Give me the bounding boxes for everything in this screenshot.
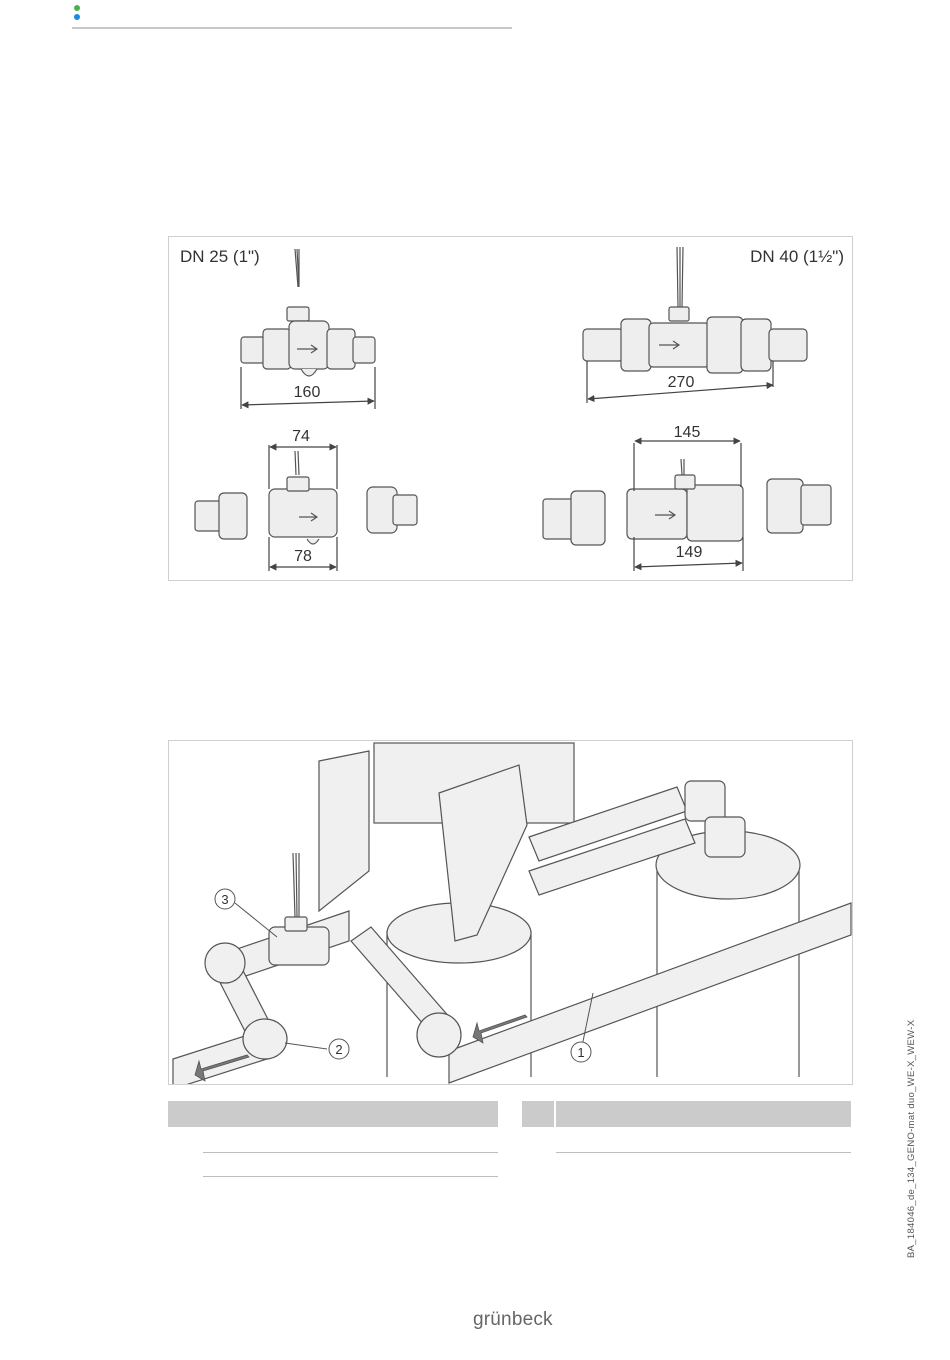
legend-table-right-num-header <box>522 1101 554 1127</box>
brand-dot-blue <box>74 14 80 20</box>
dim-160: 160 <box>293 384 321 401</box>
dn40-valve-exploded <box>543 459 831 545</box>
installation-figure <box>168 740 853 1085</box>
dn25-valve-assembled <box>241 249 375 376</box>
callout-2: 2 <box>335 1042 343 1057</box>
dim-149: 149 <box>675 544 703 561</box>
header-rule <box>72 27 512 29</box>
installation-drawing <box>169 741 852 1084</box>
callout-3: 3 <box>221 892 229 907</box>
brand-logo: grünbeck <box>473 1309 553 1330</box>
dim-270: 270 <box>667 374 695 391</box>
callout-1: 1 <box>577 1045 585 1060</box>
dn40-label: DN 40 (1½") <box>750 247 844 266</box>
legend-row-divider <box>556 1152 851 1153</box>
legend-table-right-header <box>556 1101 851 1127</box>
dimensions-figure <box>168 236 853 581</box>
dim-74: 74 <box>292 428 310 445</box>
dim-145: 145 <box>673 424 701 441</box>
dim-78: 78 <box>294 548 312 565</box>
dn25-valve-exploded <box>195 451 417 544</box>
brand-dot-green <box>74 5 80 11</box>
legend-row-divider <box>203 1152 498 1153</box>
control-housing <box>319 751 369 911</box>
dimensions-drawing <box>169 237 852 580</box>
dn40-valve-assembled <box>583 247 807 373</box>
legend-table-left-header <box>168 1101 498 1127</box>
dn25-label: DN 25 (1") <box>180 247 260 266</box>
legend-row-divider <box>203 1176 498 1177</box>
document-code: BA_184046_de_134_GENO-mat duo_WE-X_WEW-X <box>906 1019 917 1258</box>
